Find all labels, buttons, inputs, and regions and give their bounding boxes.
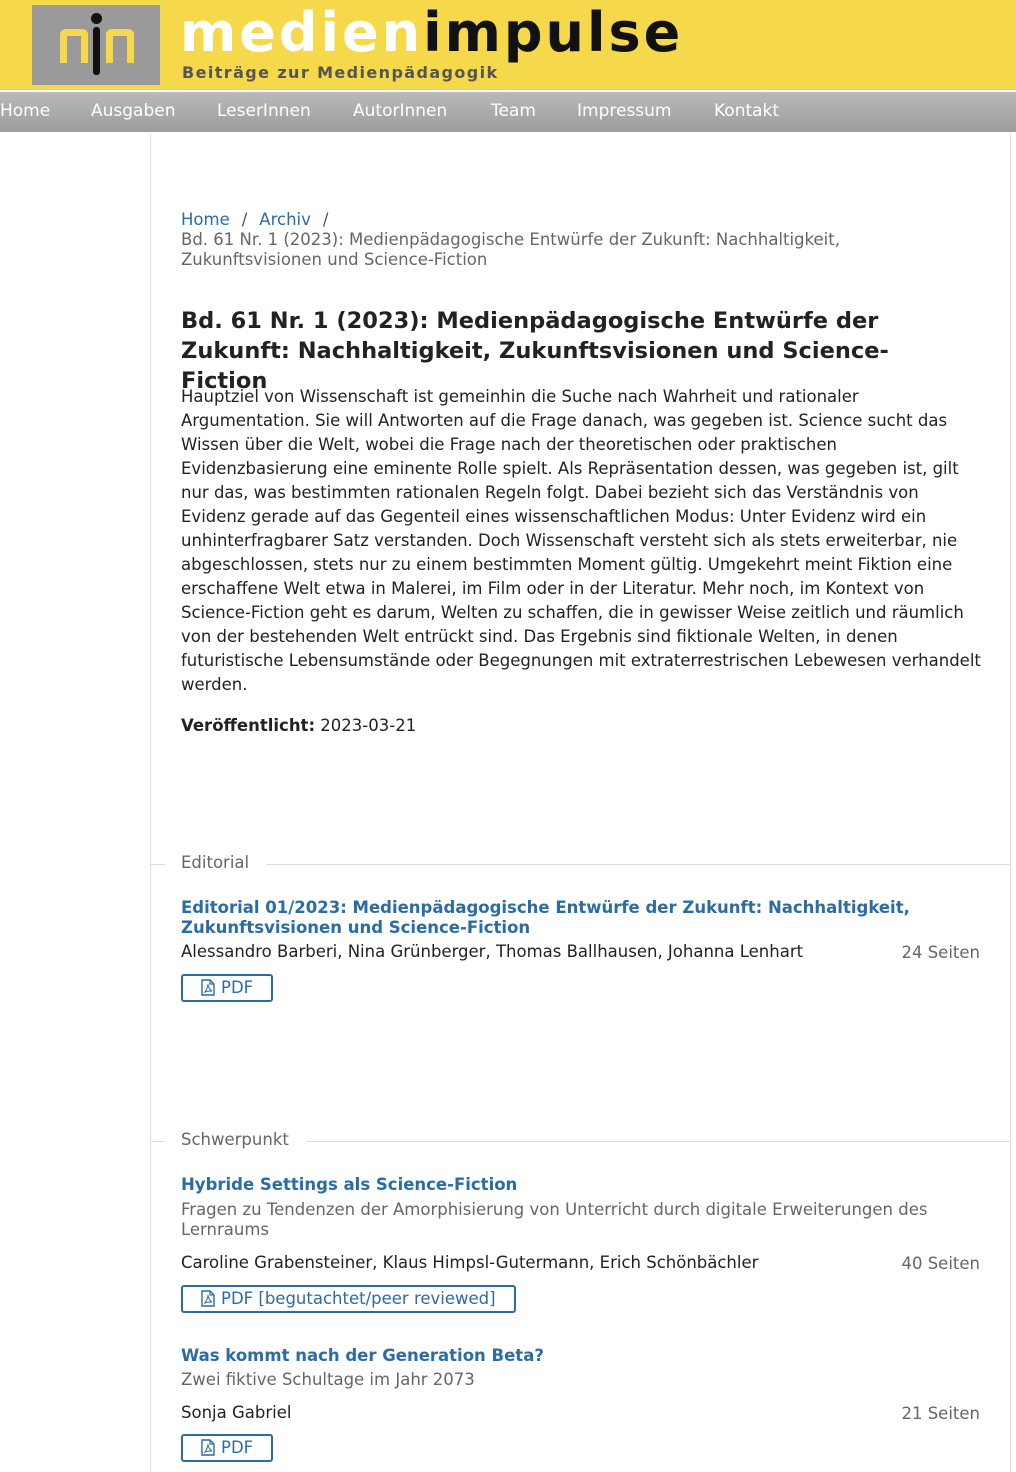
pdf-download-button[interactable] bbox=[181, 974, 273, 1002]
logo-bar bbox=[93, 27, 100, 75]
published-date: 2023-03-21 bbox=[320, 716, 417, 735]
nav-home[interactable]: Home bbox=[0, 101, 51, 121]
site-tagline: Beiträge zur Medienpädagogik bbox=[182, 63, 499, 82]
logo-arc-left bbox=[60, 29, 88, 63]
breadcrumb-home[interactable]: Home bbox=[181, 210, 230, 229]
published-label: Veröffentlicht: bbox=[181, 716, 316, 735]
pdf-file-icon bbox=[201, 979, 215, 996]
published-info bbox=[181, 716, 416, 735]
article-title-link[interactable]: Editorial 01/2023: Medienpädagogische Entwürfe der Zukunft: Nachhaltigkeit, Zukunftsvisionen und Science-Fiction bbox=[181, 898, 910, 937]
main-nav bbox=[0, 92, 1016, 132]
breadcrumb-current: Bd. 61 Nr. 1 (2023): Medienpädagogische Entwürfe der Zukunft: Nachhaltigkeit, Zukunftsvisionen und Science-Fiction bbox=[181, 230, 840, 269]
section-rule bbox=[151, 864, 165, 865]
breadcrumb-separator: / bbox=[241, 210, 248, 229]
pdf-download-button[interactable] bbox=[181, 1285, 516, 1313]
main-content bbox=[150, 134, 1011, 1472]
site-title-part2: impulse bbox=[423, 1, 684, 64]
nav-impressum[interactable]: Impressum bbox=[577, 101, 672, 121]
section-heading-editorial bbox=[151, 852, 1010, 876]
article-authors: Alessandro Barberi, Nina Grünberger, Thomas Ballhausen, Johanna Lenhart bbox=[181, 942, 804, 961]
article-title-link[interactable]: Hybride Settings als Science-Fiction bbox=[181, 1175, 518, 1194]
page-title: Bd. 61 Nr. 1 (2023): Medienpädagogische Entwürfe der Zukunft: Nachhaltigkeit, Zukunftsvisionen und Science-Fiction bbox=[181, 308, 889, 394]
pdf-download-button[interactable] bbox=[181, 1434, 273, 1462]
issue-description: Hauptziel von Wissenschaft ist gemeinhin die Suche nach Wahrheit und rationaler Argumentation. Sie will Antworten auf die Frage danach, was gegeben ist. Science sucht das Wissen über die Welt, wobei die Frage nach der theoretischen oder praktischen Evidenzbasierung eine eminente Rolle spielt. Als Repräsentation dessen, was gegeben ist, gilt nur das, was bestimmten rationalen Regeln folgt. Dabei bezieht sich das Verständnis von Evidenz gerade auf das Gegenteil eines wissenschaftlichen Modus: Unter Evidenz wird ein unhinterfragbarer Satz verstanden. Doch Wissenschaft versteht sich als stets erweiterbar, nie abgeschlossen, stets nur zu einem bestimmten Moment gültig. Umgekehrt meint Fiktion eine erschaffene Welt etwa in Malerei, im Film oder in der Literatur. Mehr noch, im Kontext von Science-Fiction geht es darum, Welten zu schaffen, die in gewisser Weise zeitlich und räumlich von der bestehenden Welt entrückt sind. Das Ergebnis sind fiktionale Welten, in denen futuristische Lebensumstände oder Begegnungen mit extraterrestrischen Lebewesen verhandelt werden. bbox=[181, 387, 981, 694]
section-rule bbox=[151, 1141, 165, 1142]
logo-arc-right bbox=[106, 29, 134, 63]
article-subtitle: Zwei fiktive Schultage im Jahr 2073 bbox=[181, 1370, 475, 1389]
article-pages: 40 Seiten bbox=[901, 1254, 980, 1273]
nav-autorinnen[interactable]: AutorInnen bbox=[353, 101, 448, 121]
section-label: Schwerpunkt bbox=[181, 1130, 289, 1149]
site-logo[interactable] bbox=[32, 5, 160, 85]
section-heading-schwerpunkt bbox=[151, 1129, 1010, 1153]
site-header bbox=[0, 0, 1016, 90]
section-rule bbox=[306, 1141, 1010, 1142]
breadcrumb-archive[interactable]: Archiv bbox=[259, 210, 311, 229]
article-title-link[interactable]: Was kommt nach der Generation Beta? bbox=[181, 1346, 544, 1365]
pdf-button-label: PDF bbox=[221, 1438, 254, 1457]
site-title[interactable] bbox=[180, 0, 683, 66]
nav-team[interactable]: Team bbox=[491, 101, 536, 121]
section-label: Editorial bbox=[181, 853, 250, 872]
site-title-part1: medien bbox=[180, 1, 424, 64]
article-authors: Sonja Gabriel bbox=[181, 1403, 292, 1422]
article-pages: 21 Seiten bbox=[901, 1404, 980, 1423]
breadcrumb-separator: / bbox=[322, 210, 329, 229]
article-pages: 24 Seiten bbox=[901, 943, 980, 962]
pdf-button-label: PDF bbox=[221, 978, 254, 997]
article-authors: Caroline Grabensteiner, Klaus Himpsl-Gutermann, Erich Schönbächler bbox=[181, 1253, 759, 1272]
section-rule bbox=[266, 864, 1010, 865]
nav-ausgaben[interactable]: Ausgaben bbox=[91, 101, 176, 121]
article-subtitle: Fragen zu Tendenzen der Amorphisierung von Unterricht durch digitale Erweiterungen des Lernraums bbox=[181, 1200, 928, 1239]
pdf-file-icon bbox=[201, 1439, 215, 1456]
nav-kontakt[interactable]: Kontakt bbox=[714, 101, 780, 121]
nav-leserinnen[interactable]: LeserInnen bbox=[217, 101, 311, 121]
logo-dot bbox=[91, 13, 102, 24]
pdf-button-label: PDF [begutachtet/peer reviewed] bbox=[221, 1289, 496, 1308]
pdf-file-icon bbox=[201, 1290, 215, 1307]
breadcrumb bbox=[181, 210, 871, 270]
